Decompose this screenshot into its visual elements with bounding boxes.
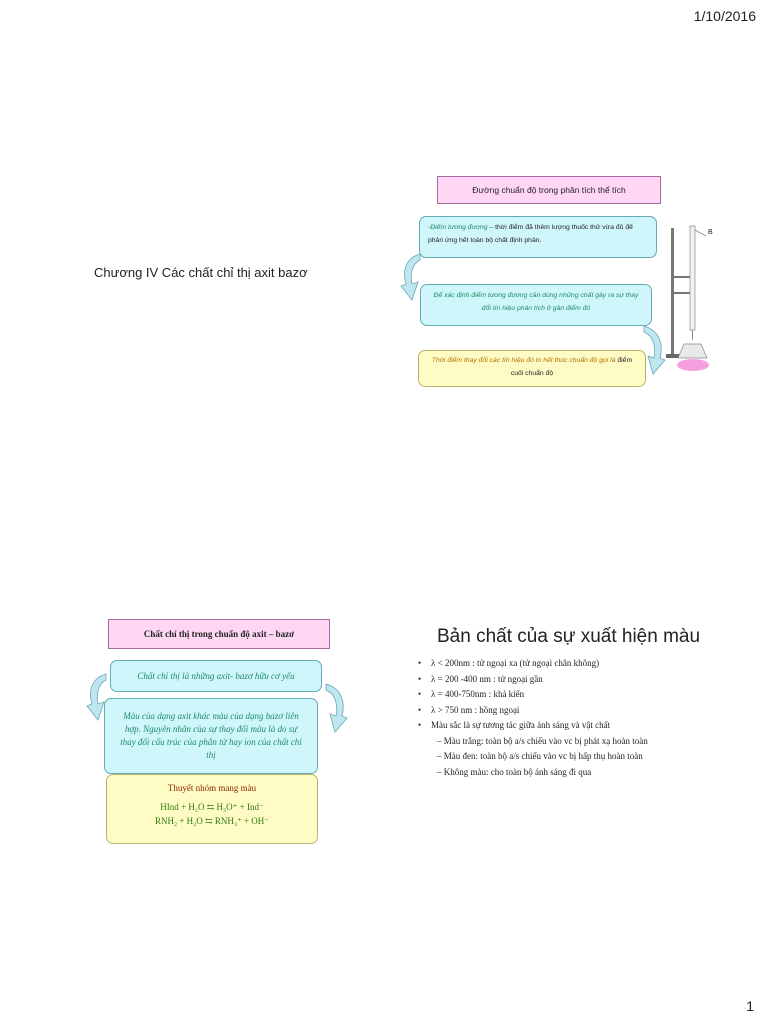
- slide4-title: Bản chất của sự xuất hiện màu: [437, 626, 701, 647]
- curved-arrow-right-icon: [638, 322, 668, 380]
- burette-label: B: [708, 229, 713, 236]
- bullet-icon: •: [418, 704, 422, 715]
- slide3-title: Chất chỉ thị trong chuẩn độ axit – bazơ: [143, 629, 295, 639]
- page-date: 1/10/2016: [693, 8, 756, 24]
- bullet-text: λ < 200nm : tử ngoại xa (tử ngoại chân không): [431, 658, 600, 668]
- slide2-title: Đường chuẩn độ trong phân tích thể tích: [472, 185, 626, 195]
- sub-bullet-colorless: – Không màu: cho toàn bộ ánh sáng đi qua: [437, 766, 592, 777]
- equivalence-definition: thời điểm đã thêm lượng thuốc thử vừa đủ để phản ứng hết toàn bộ chất định phân.: [428, 224, 633, 244]
- slide2-box-equivalence: [419, 216, 657, 258]
- bullet-text: λ = 200 -400 nm : tử ngoại gần: [431, 673, 543, 684]
- bullet-item: [418, 687, 738, 703]
- equation-rnh2: RNH₂ + H₂O ⇆ RNH₃⁺ + OH⁻: [154, 816, 270, 826]
- bullet-text: λ > 750 nm : hồng ngoại: [431, 704, 520, 715]
- bullet-text: Màu sắc là sự tương tác giữa ánh sáng và vật chất: [431, 720, 611, 730]
- sub-bullet-black: – Màu đen: toàn bộ a/s chiếu vào vc bị hấp thụ hoàn toàn: [437, 751, 643, 761]
- bullet-icon: •: [418, 658, 422, 668]
- slide3-box-weak-acid: [110, 660, 322, 692]
- slide2-box-detection: [420, 284, 652, 326]
- sub-bullet-white: – Màu trắng: toàn bộ a/s chiếu vào vc bị phát xạ hoàn toàn: [437, 735, 648, 746]
- bullet-item: [418, 672, 738, 688]
- slide3-title-box: [108, 619, 330, 649]
- bullet-item: [418, 718, 738, 734]
- equivalence-term: -Điểm tương đương –: [428, 224, 494, 231]
- page-number: 1: [746, 998, 754, 1014]
- slide1-title: Chương IV Các chất chỉ thị axit bazơ: [94, 265, 308, 280]
- bullet-icon: •: [418, 720, 422, 730]
- curved-arrow-right-icon: [320, 680, 350, 738]
- endpoint-text: Thời điểm thay đổi các tín hiệu đó to hết thúc chuẩn độ gọi là: [431, 357, 618, 364]
- slide2-title-box: [437, 176, 661, 204]
- endpoint-term: điểm cuối chuẩn độ: [510, 357, 633, 377]
- burette-apparatus-icon: [666, 222, 722, 372]
- weak-acid-text: Chất chỉ thị là những axit- bazơ hữu cơ yếu: [137, 670, 295, 681]
- slide4-bullet-list: [418, 656, 738, 780]
- chromophore-heading: Thuyết nhóm mang màu: [167, 783, 257, 793]
- detection-text: Để xác định điểm tương đương cần dùng những chất gây ra sự thay đổi tín hiệu phân tích ở gần điểm đó: [433, 292, 639, 312]
- slide3-box-color-change: [104, 698, 318, 774]
- equation-hind: HInd + H₂O ⇆ H₃O⁺ + Ind⁻: [160, 802, 264, 812]
- slide3-box-chromophore: [106, 774, 318, 844]
- bullet-icon: •: [418, 673, 422, 684]
- bullet-icon: •: [418, 689, 422, 699]
- bullet-item: [418, 703, 738, 719]
- bullet-text: λ = 400-750nm : khả kiến: [431, 689, 525, 699]
- color-change-text: Màu của dạng axit khác màu của dạng bazơ liên hợp. Nguyên nhân của sự thay đổi màu là do sự thay đổi cấu trúc của phân tử hay ion của chất chỉ thị: [120, 711, 302, 760]
- bullet-item: [418, 656, 738, 672]
- slide2-box-endpoint: [418, 350, 646, 387]
- curved-arrow-left-icon: [398, 250, 428, 306]
- curved-arrow-left-icon: [84, 670, 112, 726]
